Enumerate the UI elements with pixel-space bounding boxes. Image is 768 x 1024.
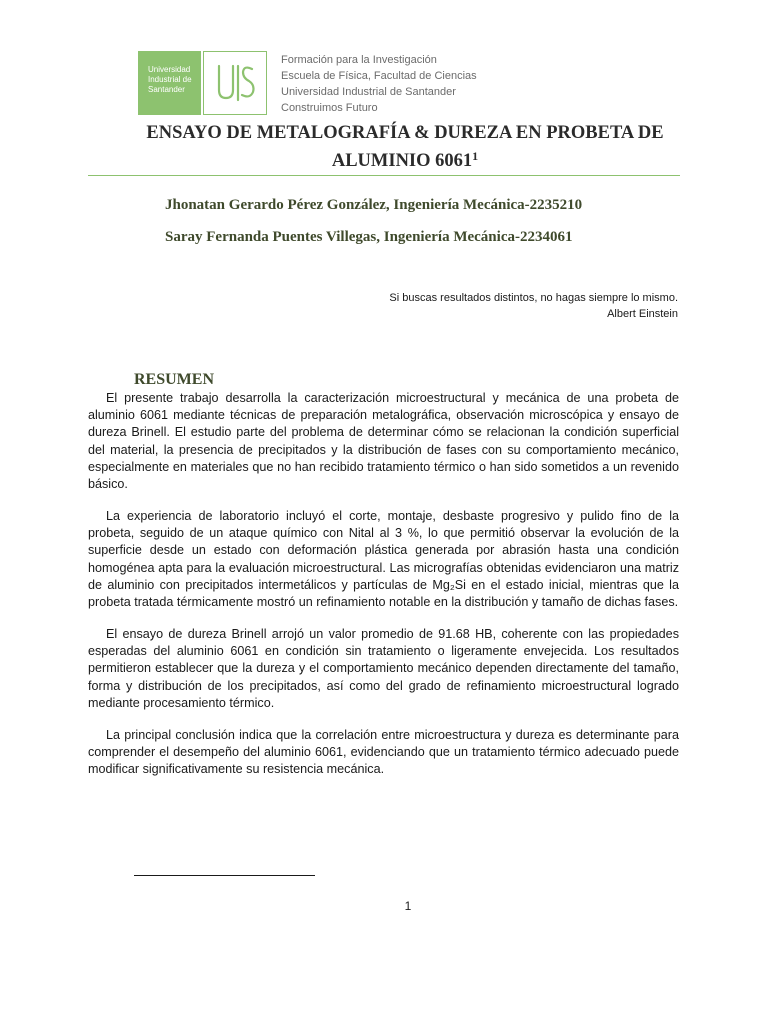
institution-line: Formación para la Investigación <box>281 54 437 66</box>
epigraph-author: Albert Einstein <box>607 308 678 320</box>
abstract-heading: RESUMEN <box>134 371 215 388</box>
epigraph <box>389 290 678 322</box>
author-2: Saray Fernanda Puentes Villegas, Ingeniería Mecánica-2234061 <box>165 229 573 245</box>
logo-text-line: Universidad <box>148 65 191 74</box>
abstract-paragraph-3: El ensayo de dureza Brinell arrojó un valor promedio de 91.68 HB, coherente con las propiedades esperadas del aluminio 6061 en condición sin tratamiento o ligeramente envejecida. Los resultados permitieron establecer que la dureza y el comportamiento mecánico dependen directamente del tamaño, forma y distribución de los precipitados, así como del grado de refinamiento microestructural logrado mediante procesamiento térmico. <box>88 627 679 710</box>
university-logo <box>138 51 201 115</box>
document-title <box>140 122 670 173</box>
footnote-separator <box>134 875 315 876</box>
title-line-2-text: ALUMINIO 6061 <box>331 151 473 171</box>
title-line-2 <box>140 145 670 173</box>
logo-text-line: Santander <box>148 85 185 94</box>
logo-text-line: Industrial de <box>148 75 192 84</box>
abstract-paragraph-2: La experiencia de laboratorio incluyó el corte, montaje, desbaste progresivo y pulido fino de la probeta, seguido de un ataque químico con Nital al 3 %, lo que permitió observar la evolución de la superficie desde un estado con deformación plástica generada por abrasión hasta una condición homogénea apta para la evaluación microestructural. Las micrografías obtenidas evidenciaron una matriz de aluminio con precipitados intermetálicos y partículas de Mg₂Si en el estado inicial, mientras que la probeta tratada térmicamente mostró un refinamiento notable en la distribución y tamaño de dichas fases. <box>88 509 679 610</box>
abstract-paragraph-1: El presente trabajo desarrolla la caracterización microestructural y mecánica de una probeta de aluminio 6061 mediante técnicas de preparación metalográfica, observación microscópica y ensayo de dureza Brinell. El estudio parte del problema de determinar cómo se relacionan la condición superficial del material, la presencia de precipitados y la distribución de fases con su comportamiento mecánico, especialmente en materiales que no han recibido tratamiento térmico o han sido sometidos a un revenido básico. <box>88 391 679 492</box>
title-divider <box>88 175 680 176</box>
institution-header <box>281 52 477 116</box>
epigraph-text: Si buscas resultados distintos, no hagas siempre lo mismo. <box>389 292 678 304</box>
title-footnote-mark: 1 <box>472 149 479 163</box>
institution-line: Escuela de Física, Facultad de Ciencias <box>281 70 477 82</box>
title-line-1: ENSAYO DE METALOGRAFÍA & DUREZA EN PROBETA DE <box>146 123 664 143</box>
abstract-paragraph-4: La principal conclusión indica que la correlación entre microestructura y dureza es determinante para comprender el desempeño del aluminio 6061, evidenciando que un tratamiento térmico adecuado puede modificar significativamente su resistencia mecánica. <box>88 728 679 777</box>
institution-line: Universidad Industrial de Santander <box>281 86 456 98</box>
uis-emblem-icon <box>203 51 267 115</box>
author-1: Jhonatan Gerardo Pérez González, Ingeniería Mecánica-2235210 <box>165 197 583 213</box>
institution-line: Construimos Futuro <box>281 102 378 114</box>
page-number: 1 <box>404 899 412 913</box>
